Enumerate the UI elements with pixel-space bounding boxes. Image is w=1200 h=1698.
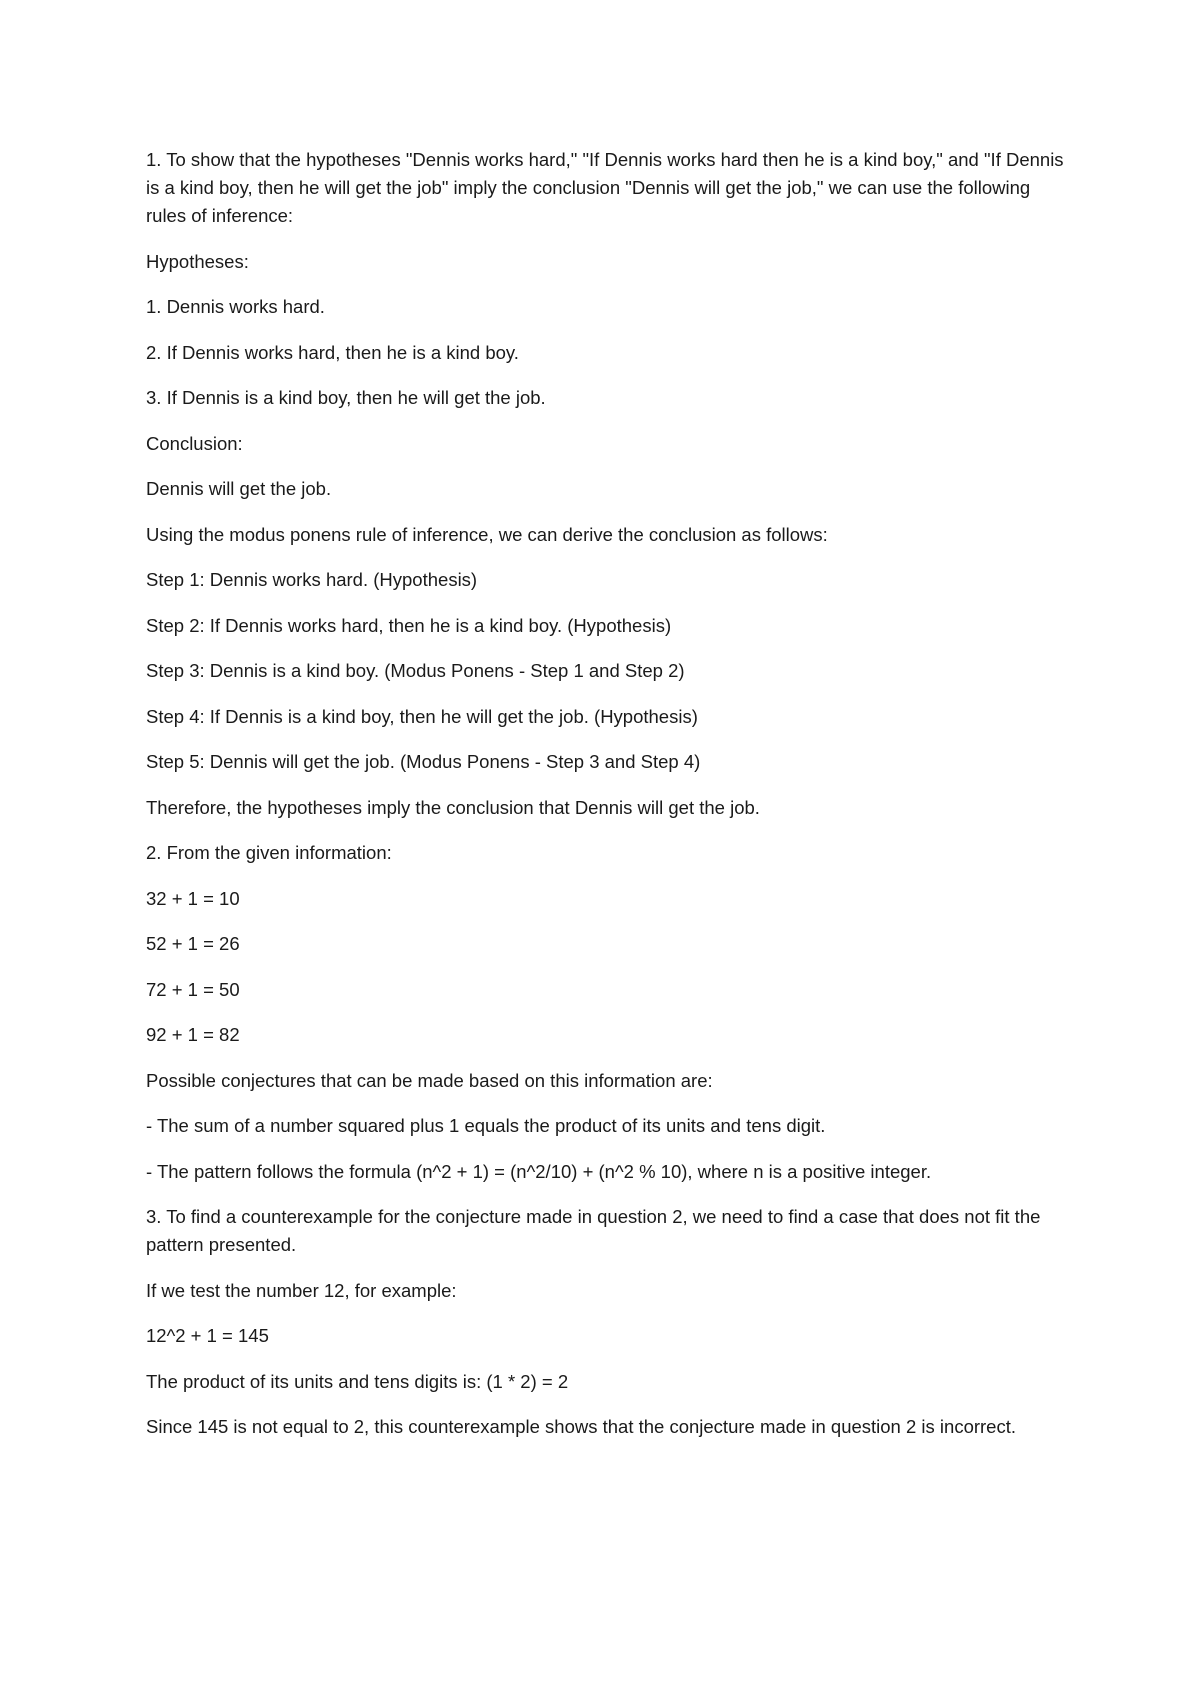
paragraph-equation-4: 92 + 1 = 82: [146, 1024, 240, 1045]
paragraph-digit-product: The product of its units and tens digits is: (1 * 2) = 2: [146, 1370, 569, 1392]
paragraph-step-1: Step 1: Dennis works hard. (Hypothesis): [146, 569, 478, 590]
paragraph-therefore: Therefore, the hypotheses imply the conclusion that Dennis will get the job.: [146, 796, 760, 818]
paragraph-conclusion-heading: Conclusion:: [146, 432, 243, 454]
paragraph-q3-intro: 3. To find a counterexample for the conjecture made in question 2, we need to find a case that does not fit the pattern presented.: [146, 1206, 1041, 1255]
paragraph-equation-3: 72 + 1 = 50: [146, 978, 240, 1000]
paragraph-conjecture-1: - The sum of a number squared plus 1 equals the product of its units and tens digit.: [146, 1115, 826, 1136]
paragraph-modus-ponens-intro: Using the modus ponens rule of inference, we can derive the conclusion as follows:: [146, 523, 828, 545]
paragraph-equation-1: 32 + 1 = 10: [146, 887, 240, 909]
paragraph-test-equation: 12^2 + 1 = 145: [146, 1325, 269, 1346]
paragraph-hypothesis-2: 2. If Dennis works hard, then he is a kind boy.: [146, 341, 519, 363]
paragraph-q2-intro: 2. From the given information:: [146, 842, 392, 863]
paragraph-step-4: Step 4: If Dennis is a kind boy, then he will get the job. (Hypothesis): [146, 705, 698, 727]
paragraph-step-2: Step 2: If Dennis works hard, then he is a kind boy. (Hypothesis): [146, 614, 672, 636]
paragraph-hypothesis-1: 1. Dennis works hard.: [146, 296, 325, 317]
paragraph-test-number: If we test the number 12, for example:: [146, 1279, 457, 1301]
document-body: [146, 146, 1066, 1459]
paragraph-q1-intro: 1. To show that the hypotheses "Dennis works hard," "If Dennis works hard then he is a kind boy," and "If Dennis is a kind boy, then he will get the job" imply the conclusion "Dennis will get the job," we can use the following rules of inference:: [146, 149, 1064, 226]
paragraph-conclusion: Dennis will get the job.: [146, 478, 332, 499]
paragraph-hypothesis-3: 3. If Dennis is a kind boy, then he will get the job.: [146, 387, 546, 408]
paragraph-step-5: Step 5: Dennis will get the job. (Modus Ponens - Step 3 and Step 4): [146, 751, 701, 772]
paragraph-conjecture-2: - The pattern follows the formula (n^2 + 1) = (n^2/10) + (n^2 % 10), where n is a positive integer.: [146, 1160, 932, 1182]
paragraph-equation-2: 52 + 1 = 26: [146, 933, 240, 954]
paragraph-conjectures-intro: Possible conjectures that can be made based on this information are:: [146, 1069, 713, 1091]
paragraph-final-conclusion: Since 145 is not equal to 2, this counterexample shows that the conjecture made in question 2 is incorrect.: [146, 1416, 1016, 1437]
paragraph-step-3: Step 3: Dennis is a kind boy. (Modus Ponens - Step 1 and Step 2): [146, 660, 685, 681]
paragraph-hypotheses-heading: Hypotheses:: [146, 250, 249, 272]
